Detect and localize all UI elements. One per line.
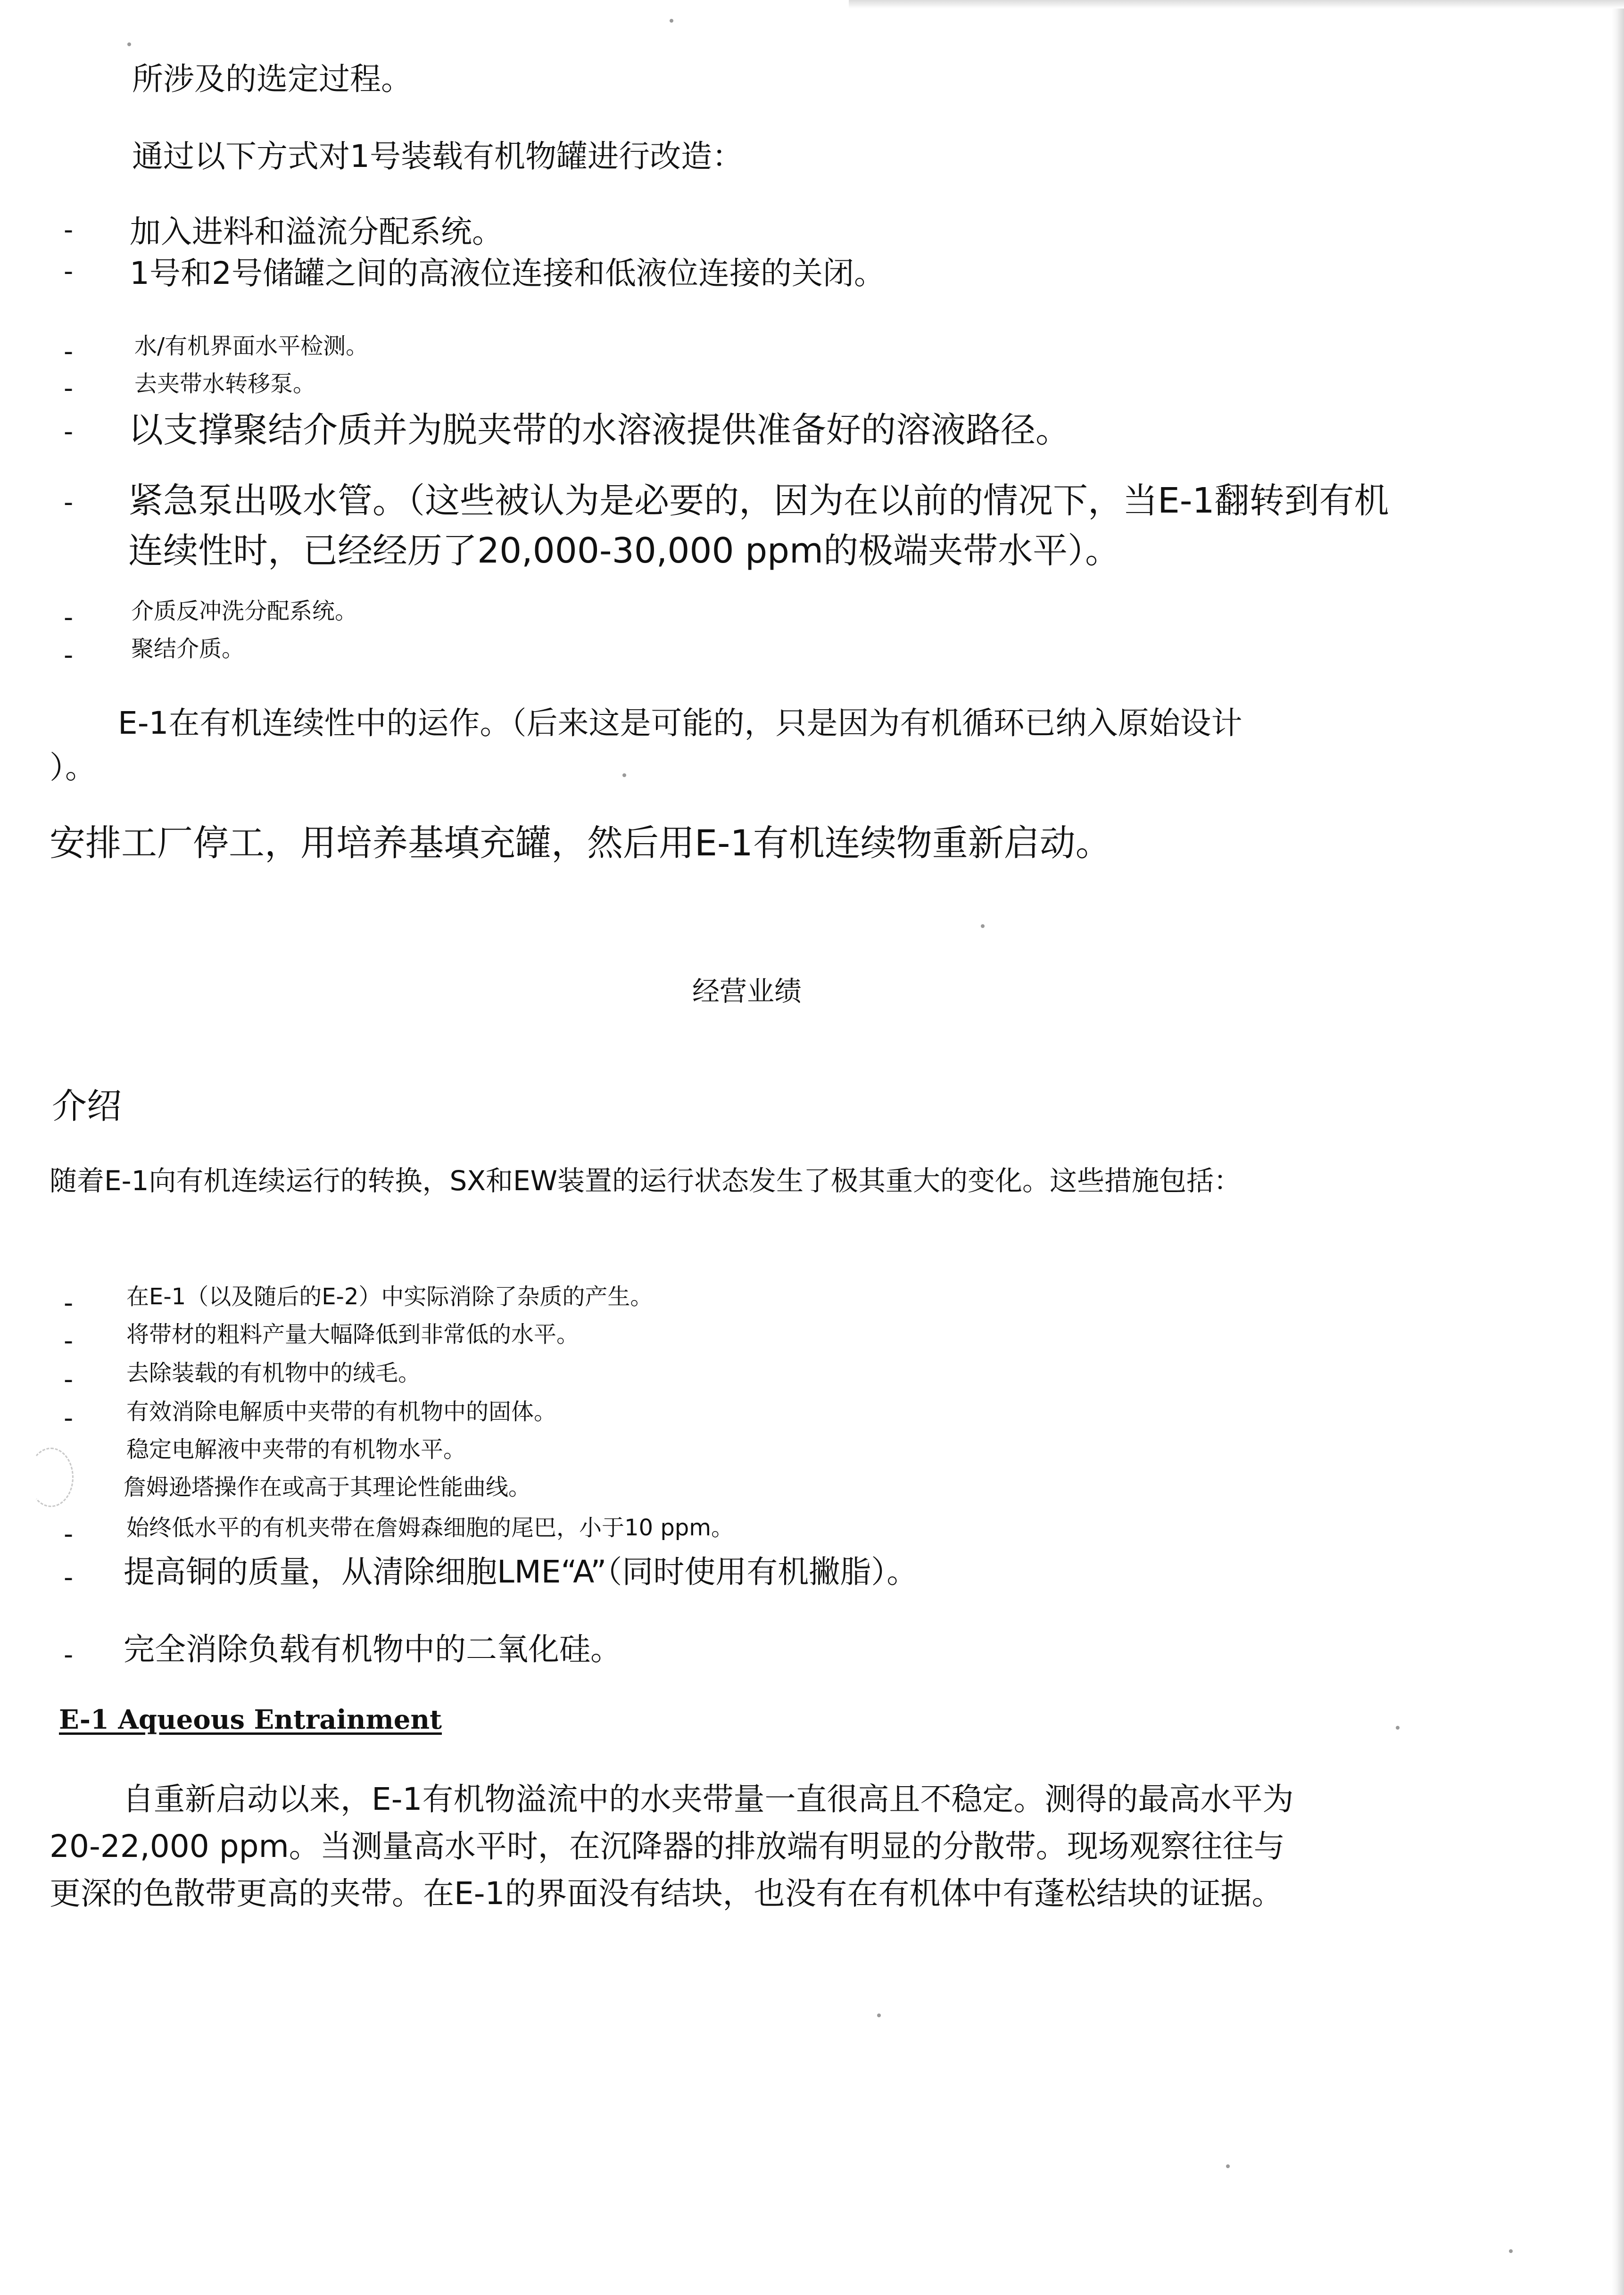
bullet-dash: - — [64, 1364, 74, 1395]
list-item: 提高铜的质量，从清除细胞LME“A”（同时使用有机撇脂）。 — [124, 1554, 918, 1590]
list-item: 完全消除负载有机物中的二氧化硅。 — [124, 1631, 621, 1667]
intro-heading: 介绍 — [52, 1086, 122, 1127]
list-item: 加入进料和溢流分配系统。 — [130, 214, 503, 250]
list-item: 在E-1（以及随后的E-2）中实际消除了杂质的产生。 — [126, 1284, 653, 1310]
scan-speck — [622, 773, 626, 777]
bullet-dash: - — [64, 215, 74, 245]
e1-paragraph-line-1: E-1在有机连续性中的运作。（后来这是可能的，只是因为有机循环已纳入原始设计 — [118, 705, 1243, 741]
list-item: 将带材的粗料产量大幅降低到非常低的水平。 — [126, 1321, 580, 1348]
bullet-dash: - — [64, 416, 74, 447]
restart-statement: 安排工厂停工，用培养基填充罐，然后用E-1有机连续物重新启动。 — [50, 822, 1111, 864]
list-item: 始终低水平的有机夹带在詹姆森细胞的尾巴，小于10 ppm。 — [126, 1515, 734, 1541]
scan-speck — [1509, 2249, 1513, 2253]
bullet-dash: - — [64, 1519, 74, 1549]
scan-speck — [877, 2013, 881, 2017]
intro-text: 随着E-1向有机连续运行的转换，SX和EW装置的运行状态发生了极其重大的变化。这些措施包括： — [50, 1165, 1242, 1197]
scan-speck — [670, 19, 673, 23]
bullet-dash: - — [64, 640, 74, 671]
bullet-dash: - — [64, 602, 74, 633]
bullet-dash: - — [64, 487, 74, 518]
intro-line-1: 所涉及的选定过程。 — [132, 61, 412, 97]
list-item: 以支撑聚结介质并为脱夹带的水溶液提供准备好的溶液路径。 — [128, 410, 1070, 450]
list-item: 有效消除电解质中夹带的有机物中的固体。 — [126, 1399, 557, 1425]
bullet-dash: - — [64, 1403, 74, 1433]
bullet-dash: - — [64, 1288, 74, 1318]
bullet-dash: - — [64, 1562, 74, 1593]
list-item: 詹姆逊塔操作在或高于其理论性能曲线。 — [124, 1474, 531, 1500]
list-item: 紧急泵出吸水管。（这些被认为是必要的，因为在以前的情况下，当E-1翻转到有机 — [128, 481, 1389, 521]
list-item: 聚结介质。 — [131, 636, 245, 662]
list-item: 去除装载的有机物中的绒毛。 — [126, 1360, 421, 1386]
bullet-dash: - — [64, 1640, 74, 1670]
aqueous-line-2: 20-22,000 ppm。当测量高水平时，在沉降器的排放端有明显的分散带。现场观察往往与 — [50, 1828, 1285, 1864]
scan-speck — [127, 42, 131, 46]
bullet-dash: - — [64, 336, 74, 367]
aqueous-line-3: 更深的色散带更高的夹带。在E-1的界面没有结块，也没有在有机体中有蓬松结块的证据。 — [50, 1875, 1283, 1912]
list-item-continued: 连续性时，已经经历了20,000-30,000 ppm的极端夹带水平）。 — [128, 530, 1120, 571]
bullet-dash: - — [64, 256, 74, 287]
bullet-dash: - — [64, 373, 74, 404]
scan-speck — [1396, 1726, 1400, 1730]
e1-paragraph-line-2: ）。 — [50, 749, 96, 786]
scan-smudge — [28, 1448, 74, 1507]
list-item: 1号和2号储罐之间的高液位连接和低液位连接的关闭。 — [130, 255, 885, 291]
scan-top-shadow — [849, 0, 1624, 8]
list-item: 去夹带水转移泵。 — [134, 371, 316, 397]
list-item: 水/有机界面水平检测。 — [134, 333, 369, 359]
scan-speck — [1226, 2164, 1230, 2168]
list-item: 稳定电解液中夹带的有机物水平。 — [126, 1436, 466, 1463]
list-item: 介质反冲洗分配系统。 — [131, 598, 358, 624]
section-title: 经营业绩 — [692, 975, 802, 1007]
scan-speck — [981, 924, 985, 928]
bullet-dash: - — [64, 1326, 74, 1356]
scan-edge-shadow — [1612, 0, 1624, 2295]
aqueous-line-1: 自重新启动以来，E-1有机物溢流中的水夹带量一直很高且不稳定。测得的最高水平为 — [123, 1781, 1294, 1817]
aqueous-heading: E-1 Aqueous Entrainment — [59, 1704, 442, 1735]
intro-line-2: 通过以下方式对1号装载有机物罐进行改造： — [132, 138, 743, 174]
